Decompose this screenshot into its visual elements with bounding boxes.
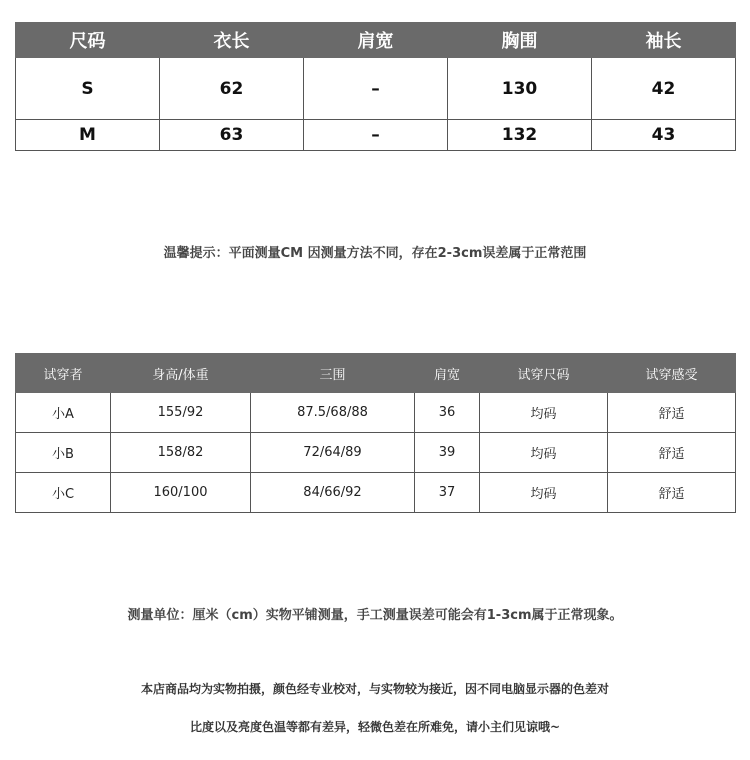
size-chart-header-row [16,23,736,58]
fit-cell: 72/64/89 [251,433,415,473]
fit-header-measurements: 三围 [251,354,415,393]
measurement-unit-note: 测量单位：厘米（cm）实物平铺测量，手工测量误差可能会有1-3cm属于正常现象。 [127,608,623,623]
fit-cell: 舒适 [608,393,736,433]
fit-cell: 158/82 [111,433,251,473]
size-row-s [16,58,736,120]
size-cell: 42 [592,58,736,120]
fit-cell: 均码 [480,473,608,513]
fit-cell: 36 [415,393,480,433]
fit-cell: 37 [415,473,480,513]
size-row-m [16,120,736,151]
size-cell: M [16,120,160,151]
size-header-chest: 胸围 [448,23,592,58]
fit-cell: 小A [16,393,111,433]
fit-cell: 均码 [480,393,608,433]
fitting-row [16,473,736,513]
fitting-row [16,393,736,433]
size-cell: S [16,58,160,120]
fit-cell: 均码 [480,433,608,473]
fit-cell: 39 [415,433,480,473]
fit-header-height-weight: 身高/体重 [111,354,251,393]
fit-cell: 155/92 [111,393,251,433]
fit-header-tester: 试穿者 [16,354,111,393]
fit-header-feeling: 试穿感受 [608,354,736,393]
fit-cell: 160/100 [111,473,251,513]
fitting-table [15,353,736,513]
fitting-header-row [16,354,736,393]
fit-cell: 舒适 [608,433,736,473]
fitting-row [16,433,736,473]
size-header-size: 尺码 [16,23,160,58]
fit-cell: 87.5/68/88 [251,393,415,433]
size-header-sleeve: 袖长 [592,23,736,58]
color-disclaimer-line-2: 比度以及亮度色温等都有差异，轻微色差在所难免，请小主们见谅哦~ [189,720,561,734]
fit-header-shoulder: 肩宽 [415,354,480,393]
size-chart-table [15,22,736,151]
size-header-length: 衣长 [160,23,304,58]
size-cell: 130 [448,58,592,120]
fit-cell: 小B [16,433,111,473]
size-cell: – [304,58,448,120]
size-cell: 63 [160,120,304,151]
fit-cell: 84/66/92 [251,473,415,513]
size-cell: 43 [592,120,736,151]
fit-header-size: 试穿尺码 [480,354,608,393]
fit-cell: 小C [16,473,111,513]
size-cell: 62 [160,58,304,120]
size-header-shoulder: 肩宽 [304,23,448,58]
measurement-tip: 温馨提示：平面测量CM 因测量方法不同，存在2-3cm误差属于正常范围 [163,246,587,261]
color-disclaimer-line-1: 本店商品均为实物拍摄，颜色经专业校对，与实物较为接近，因不同电脑显示器的色差对 [140,682,609,696]
size-cell: – [304,120,448,151]
fit-cell: 舒适 [608,473,736,513]
size-cell: 132 [448,120,592,151]
